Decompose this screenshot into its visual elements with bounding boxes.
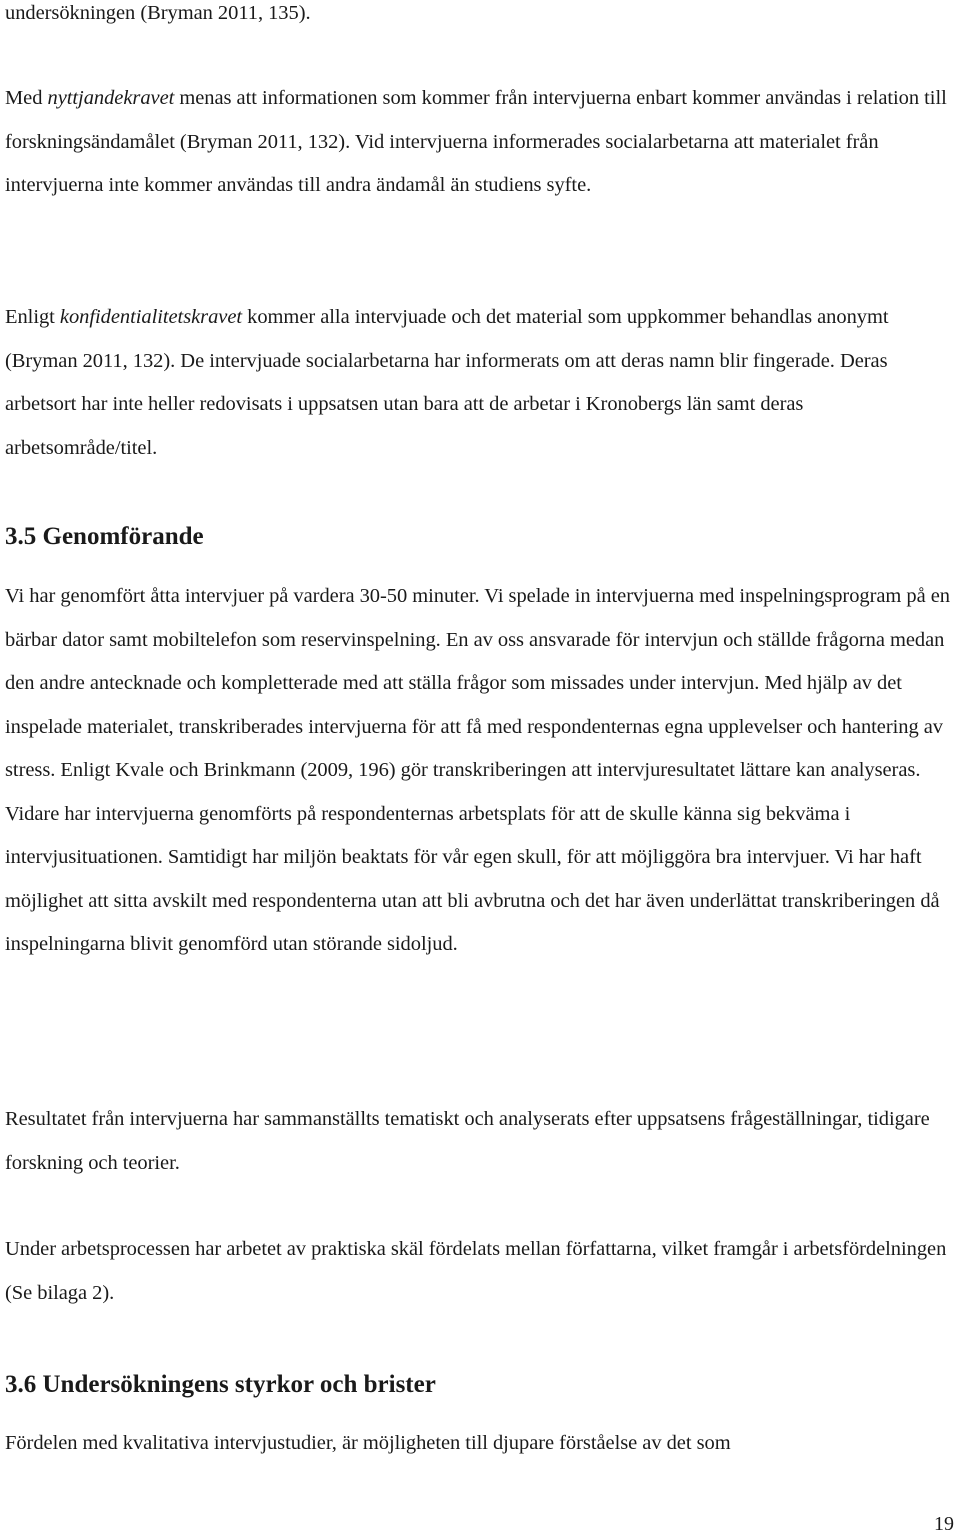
paragraph-prefix: Enligt (5, 306, 60, 328)
paragraph-resultat: Resultatet från intervjuerna har sammanställts tematiskt och analyserats efter uppsatsens frågeställningar, tidigare forskning och teorier. (5, 1108, 930, 1174)
page-number: 19 (934, 1513, 954, 1535)
paragraph-genomforande: Vi har genomfört åtta intervjuer på vardera 30-50 minuter. Vi spelade in intervjuerna med inspelningsprogram på en bärbar dator samt mobiltelefon som reservinspelning. En av oss ansvarade för intervjun och ställde frågorna medan den andre antecknade och kompletterade med att ställa frågor som missades under intervjun. Med hjälp av det inspelade materialet, transkriberades intervjuerna för att få med respondenternas egna upplevelser och hantering av stress. Enligt Kvale och Brinkmann (2009, 196) gör transkriberingen att intervjuresultatet lättare kan analyseras. Vidare har intervjuerna genomförts på respondenternas arbetsplats för att de skulle känna sig bekväma i intervjusituationen. Samtidigt har miljön beaktats för vår egen skull, för att möjliggöra bra intervjuer. Vi har haft möjlighet att sitta avskilt med respondenterna utan att bli avbrutna och det har även underlättat transkriberingen då inspelningarna blivit genomförd utan störande sidoljud. (5, 585, 950, 955)
term-konfidentialitetskravet: konfidentialitetskravet (59, 306, 243, 328)
paragraph-body: menas att informationen som kommer från intervjuerna enbart kommer användas i relation till forskningsändamålet (Bryman 2011, 132). Vid intervjuerna informerades socialarbetarna att materialet från intervjuerna inte kommer användas till andra ändamål än studiens syfte. (5, 87, 947, 196)
term-nyttjandekravet: nyttjandekravet (47, 87, 175, 109)
section-heading-3-6: 3.6 Undersökningens styrkor och brister (5, 1371, 436, 1398)
paragraph-fordelen: Fördelen med kvalitativa intervjustudier, är möjligheten till djupare förståelse av det som (5, 1432, 731, 1454)
paragraph-konfidentialitetskravet (5, 296, 950, 470)
paragraph-prefix: Med (5, 87, 48, 109)
section-heading-3-5: 3.5 Genomförande (5, 523, 204, 550)
paragraph-nyttjandekravet (5, 77, 950, 208)
paragraph-arbetsprocess: Under arbetsprocessen har arbetet av praktiska skäl fördelats mellan författarna, vilket framgår i arbetsfördelningen (Se bilaga 2). (5, 1238, 947, 1304)
paragraph-continuation: undersökningen (Bryman 2011, 135). (5, 2, 311, 24)
paragraph-body: kommer alla intervjuade och det material som uppkommer behandlas anonymt (Bryman 2011, 132). De intervjuade socialarbetarna har informerats om att deras namn blir fingerade. Deras arbetsort har inte heller redovisats i uppsatsen utan bara att de arbetar i Kronobergs län samt deras arbetsområde/titel. (5, 306, 889, 459)
